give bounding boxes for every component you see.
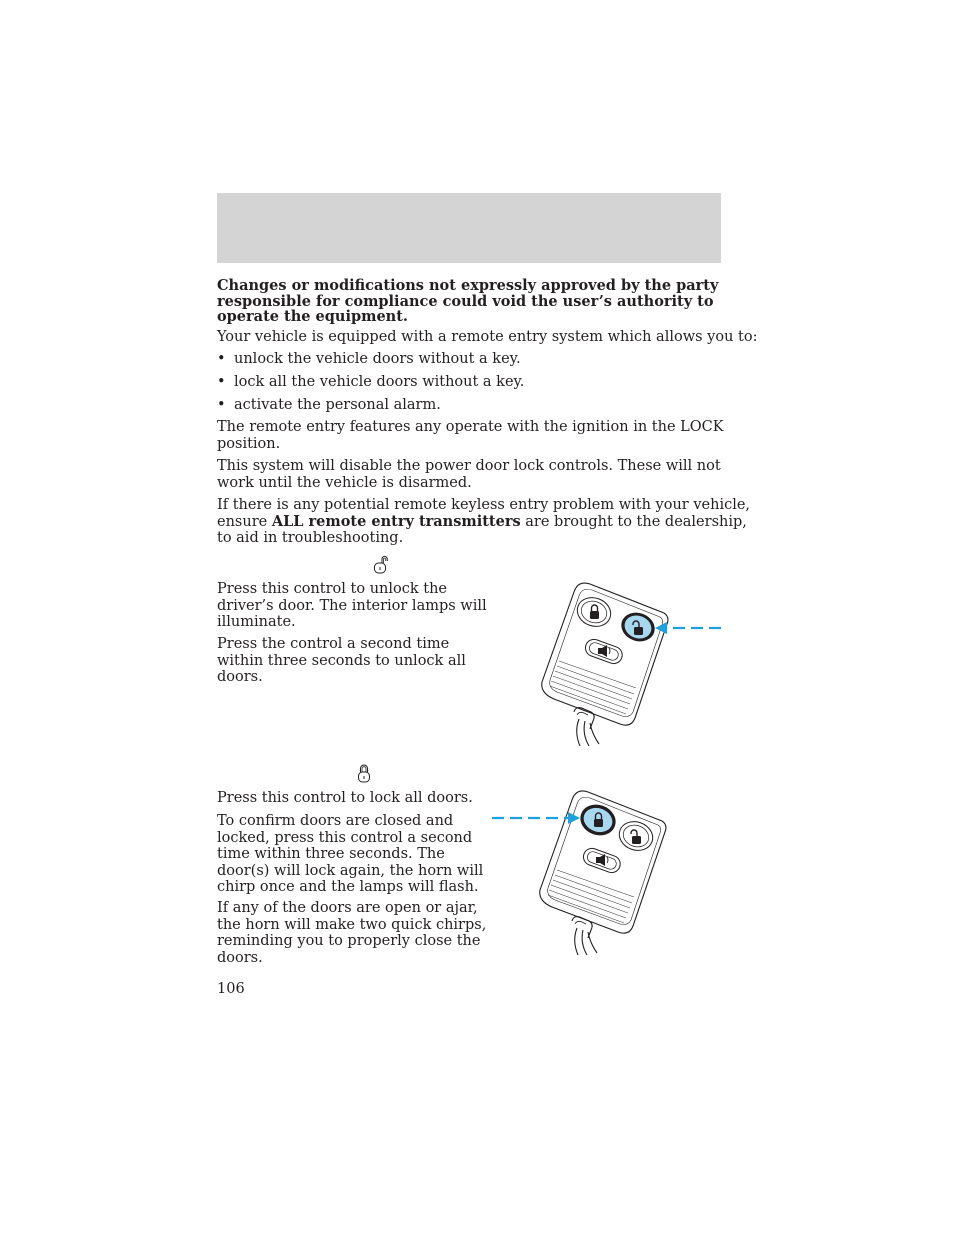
unlock-paragraph-2: Press the control a second time within three seconds to unlock all doors. [217,636,466,685]
list-item: • activate the personal alarm. [217,397,441,413]
unlock-padlock-icon [373,555,389,575]
section-header-bar [217,193,721,263]
warning-text: Changes or modifications not expressly approved by the party responsible for compliance could void the user’s authority to operate the equipment. [217,277,719,325]
problem-paragraph: If there is any potential remote keyless entry problem with your vehicle, ensure ALL remote entry transmitters are brought to the dealership, to aid in troubleshooting. [217,497,751,546]
disable-paragraph: This system will disable the power door lock controls. These will not work until the vehicle is disarmed. [217,458,721,491]
lock-position-paragraph: The remote entry features any operate with the ignition in the LOCK position. [217,419,724,452]
lock-paragraph-1: Press this control to lock all doors. [217,790,473,806]
list-item: • lock all the vehicle doors without a key. [217,374,525,390]
intro-text: Your vehicle is equipped with a remote entry system which allows you to: [217,329,758,345]
key-fob-unlock-illustration [530,578,725,750]
lock-paragraph-3: If any of the doors are open or ajar, the horn will make two quick chirps, reminding you to properly close the doors. [217,900,487,966]
list-item: • unlock the vehicle doors without a key. [217,351,521,367]
page-number: 106 [217,981,245,997]
key-fob-lock-illustration [490,788,675,960]
lock-padlock-icon [357,764,371,784]
unlock-paragraph-1: Press this control to unlock the driver’s door. The interior lamps will illuminate. [217,581,487,630]
lock-paragraph-2: To confirm doors are closed and locked, press this control a second time within three seconds. The door(s) will lock again, the horn will chirp once and the lamps will flash. [217,813,484,895]
